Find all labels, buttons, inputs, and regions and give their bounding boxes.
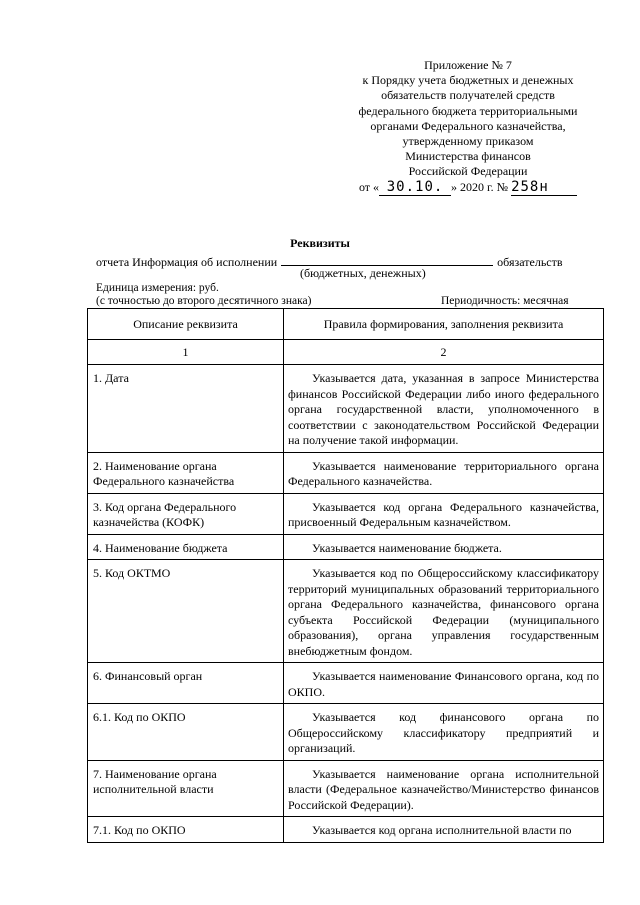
requisite-rule: Указывается наименование бюджета. — [284, 534, 604, 560]
table-row — [88, 663, 604, 704]
appendix-line: утвержденному приказом — [402, 134, 534, 149]
requisite-rule: Указывается дата, указанная в запросе Министерства финансов Российской Федерации либо иного федерального органа государственной власти, уполномоченного в соответствии с законодательством Российской Федерации на получение такой информации. — [284, 365, 604, 453]
requisite-name: 7. Наименование органа исполнительной власти — [88, 760, 284, 817]
order-number-field — [511, 180, 577, 196]
requisites-table — [87, 308, 604, 843]
appendix-line: обязательств получателей средств — [381, 88, 555, 103]
requisite-rule: Указывается наименование территориального органа Федерального казначейства. — [284, 452, 604, 493]
report-before: отчета Информация об исполнении — [96, 255, 278, 269]
date-prefix: от « — [358, 179, 380, 194]
appendix-line: Приложение № 7 — [424, 58, 512, 72]
requisite-rule: Указывается код органа исполнительной власти по — [284, 817, 604, 843]
requisite-name: 4. Наименование бюджета — [88, 534, 284, 560]
requisite-rule: Указывается код финансового органа по Общероссийскому классификатору предприятий и организаций. — [284, 704, 604, 761]
appendix-line: к Порядку учета бюджетных и денежных — [362, 73, 574, 88]
units-line: Единица измерения: руб. — [96, 282, 219, 294]
order-date-line — [338, 180, 598, 196]
requisite-name: 6. Финансовый орган — [88, 663, 284, 704]
requisite-rule: Указывается код органа Федерального казначейства, присвоенный Федеральным казначейством. — [284, 493, 604, 534]
requisite-name: 6.1. Код по ОКПО — [88, 704, 284, 761]
requisite-name: 2. Наименование органа Федерального казначейства — [88, 452, 284, 493]
appendix-line: федерального бюджета территориальными — [358, 103, 578, 118]
column-number: 1 — [88, 339, 284, 365]
table-row — [88, 760, 604, 817]
requisite-rule: Указывается наименование органа исполнительной власти (Федеральное казначейство/Министерство финансов Российской Федерации). — [284, 760, 604, 817]
requisite-name: 5. Код ОКТМО — [88, 560, 284, 663]
table-header-row — [88, 309, 604, 340]
handwritten-number: 258н — [511, 178, 549, 195]
periodicity: Периодичность: месячная — [441, 295, 569, 307]
appendix-line: Министерства финансов — [405, 149, 531, 164]
table-row — [88, 704, 604, 761]
table-row — [88, 534, 604, 560]
page-title: Реквизиты — [290, 236, 350, 250]
appendix-block — [338, 58, 598, 196]
table-row — [88, 817, 604, 843]
date-field — [379, 180, 451, 196]
header-cell: Правила формирования, заполнения реквизита — [284, 309, 604, 340]
appendix-line: Российской Федерации — [408, 164, 528, 179]
requisite-name: 3. Код органа Федерального казначейства (КОФК) — [88, 493, 284, 534]
requisite-name: 7.1. Код по ОКПО — [88, 817, 284, 843]
column-number: 2 — [284, 339, 604, 365]
table-row — [88, 452, 604, 493]
table-row — [88, 365, 604, 453]
report-after: обязательств — [497, 255, 563, 269]
requisite-name: 1. Дата — [88, 365, 284, 453]
column-number-row — [88, 339, 604, 365]
requisite-rule: Указывается код по Общероссийскому классификатору территорий муниципальных образований территориального органа Федерального казначейства, финансового органа субъекта Российской Федерации (муниципального образования), органа управления государственным внебюджетным фондом. — [284, 560, 604, 663]
handwritten-date: 30.10. — [386, 178, 444, 195]
report-blank — [281, 253, 493, 266]
requisite-rule: Указывается наименование Финансового органа, код по ОКПО. — [284, 663, 604, 704]
appendix-line: органами Федерального казначейства, — [370, 118, 566, 133]
table-row — [88, 560, 604, 663]
precision-line: (с точностью до второго десятичного знака) — [96, 295, 312, 307]
date-suffix: » 2020 г. № — [451, 179, 509, 194]
header-cell: Описание реквизита — [88, 309, 284, 340]
table-row — [88, 493, 604, 534]
report-subcaption: (бюджетных, денежных) — [300, 266, 426, 280]
